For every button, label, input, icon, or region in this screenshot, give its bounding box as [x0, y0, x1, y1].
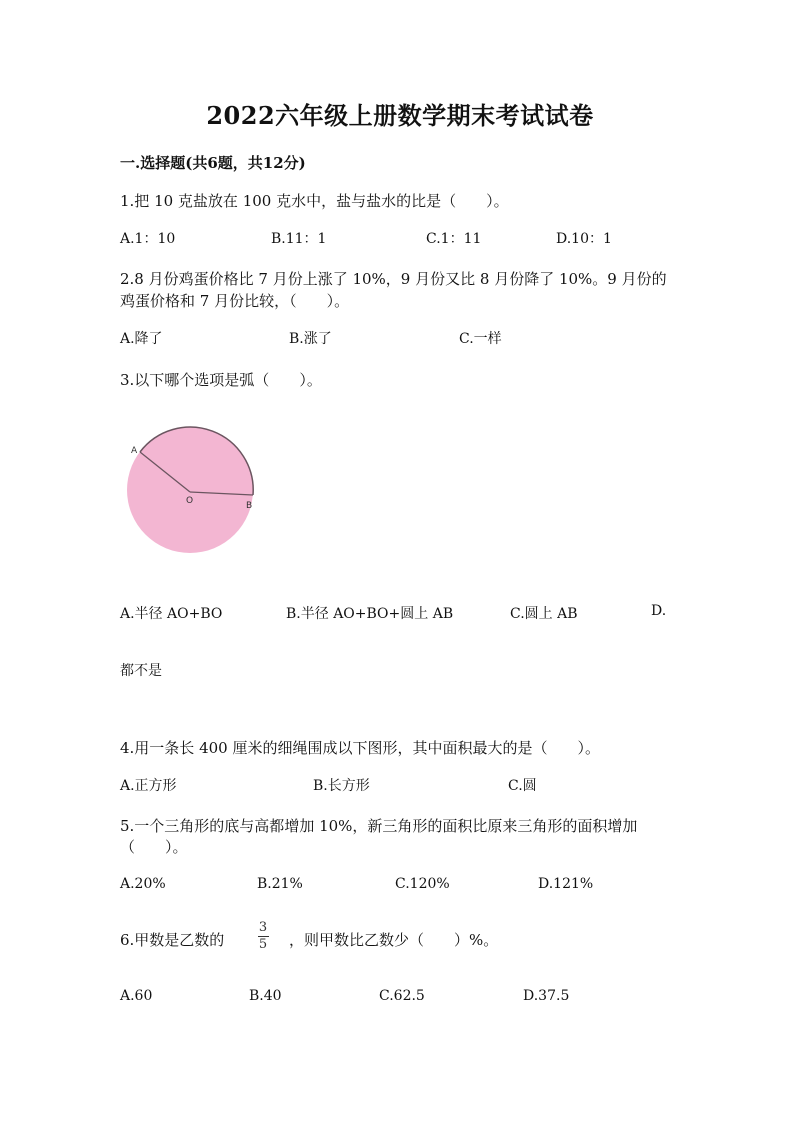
question-2-text-line-2: 鸡蛋价格和 7 月份比较，（ ）。 — [120, 292, 350, 310]
question-5-option-d: D.121% — [538, 876, 594, 892]
label-b: B — [246, 501, 253, 511]
question-5-option-a: A.20% — [120, 876, 166, 892]
question-5-text-line-2: （ ）。 — [120, 838, 188, 856]
question-1-option-a: A.1：10 — [120, 231, 176, 247]
question-6-text-prefix: 6.甲数是乙数的 — [120, 931, 225, 949]
question-5-option-b: B.21% — [257, 876, 303, 892]
question-3-option-c: C.圆上 AB — [510, 606, 578, 622]
question-4-option-b: B.长方形 — [313, 778, 370, 794]
question-2-option-c: C.一样 — [459, 331, 502, 347]
question-2-option-a: A.降了 — [120, 331, 163, 347]
fraction-denominator: 5 — [258, 937, 268, 952]
question-3-option-d: D. — [651, 603, 667, 619]
question-5-option-c: C.120% — [395, 876, 450, 892]
question-4-option-a: A.正方形 — [120, 778, 177, 794]
question-6-option-d: D.37.5 — [523, 988, 570, 1004]
question-1-option-b: B.11：1 — [271, 231, 327, 247]
page-title: 2022六年级上册数学期末考试试卷 — [206, 101, 594, 130]
question-3-option-a: A.半径 AO+BO — [120, 606, 223, 622]
question-2-option-b: B.涨了 — [289, 331, 332, 347]
question-4-text: 4.用一条长 400 厘米的细绳围成以下图形，其中面积最大的是（ ）。 — [120, 739, 600, 757]
question-6-option-c: C.62.5 — [379, 988, 425, 1004]
question-6-option-a: A.60 — [120, 988, 153, 1004]
section-heading: 一.选择题(共6题，共12分) — [120, 154, 306, 172]
fraction-numerator: 3 — [258, 920, 268, 935]
circle-figure — [120, 420, 270, 564]
label-o: O — [186, 496, 194, 506]
fraction-three-fifths — [255, 921, 271, 952]
question-3-option-b: B.半径 AO+BO+圆上 AB — [286, 606, 454, 622]
question-4-option-c: C.圆 — [508, 778, 537, 794]
question-5-text-line-1: 5.一个三角形的底与高都增加 10%，新三角形的面积比原来三角形的面积增加 — [120, 817, 638, 835]
label-a: A — [131, 446, 138, 456]
question-3-option-d-text: 都不是 — [120, 663, 162, 679]
question-6-option-b: B.40 — [249, 988, 282, 1004]
question-1-text: 1.把 10 克盐放在 100 克水中，盐与盐水的比是（ ）。 — [120, 192, 509, 210]
question-2-text-line-1: 2.8 月份鸡蛋价格比 7 月份上涨了 10%，9 月份又比 8 月份降了 10%。9 月份的 — [120, 270, 667, 288]
question-6-text-suffix: ，则甲数比乙数少（ ）%。 — [289, 931, 499, 949]
question-1-option-d: D.10：1 — [556, 231, 612, 247]
question-3-text: 3.以下哪个选项是弧（ ）。 — [120, 371, 322, 389]
circle-arc-diagram — [120, 420, 270, 560]
question-1-option-c: C.1：11 — [426, 231, 482, 247]
